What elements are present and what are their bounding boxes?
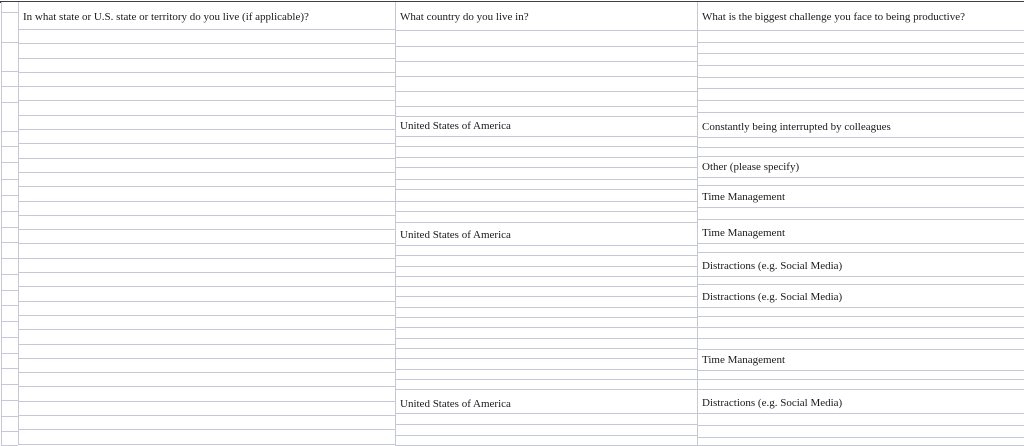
empty-cell[interactable]: [2, 385, 18, 401]
column-header-challenge-text: What is the biggest challenge you face to being productive?: [702, 11, 965, 24]
empty-cell[interactable]: [396, 297, 697, 307]
cell-challenge-r14[interactable]: [698, 220, 1024, 244]
empty-cell[interactable]: [698, 414, 1024, 426]
cell-text: United States of America: [400, 397, 511, 410]
cell-text: Other (please specify): [702, 161, 800, 174]
cell-challenge-r23[interactable]: [698, 350, 1024, 371]
empty-cell[interactable]: [19, 387, 395, 401]
empty-cell[interactable]: [2, 196, 18, 212]
empty-cell[interactable]: [2, 291, 18, 306]
empty-cell[interactable]: [2, 87, 18, 103]
cell-text: Distractions (e.g. Social Media): [702, 260, 843, 273]
empty-cell[interactable]: [19, 416, 395, 430]
empty-cell[interactable]: [19, 44, 395, 58]
empty-cell[interactable]: [698, 178, 1024, 186]
empty-cell[interactable]: [19, 273, 395, 287]
empty-cell[interactable]: [19, 430, 395, 444]
empty-cell[interactable]: [2, 432, 18, 446]
column-country: [395, 2, 697, 446]
empty-cell[interactable]: [396, 414, 697, 425]
empty-cell[interactable]: [2, 401, 18, 417]
cell-text: Time Management: [702, 227, 785, 240]
empty-cell[interactable]: [2, 369, 18, 385]
empty-cell[interactable]: [396, 308, 697, 318]
empty-cell[interactable]: [2, 417, 18, 432]
empty-cell[interactable]: [698, 277, 1024, 285]
empty-cell[interactable]: [396, 370, 697, 380]
empty-cell[interactable]: [698, 101, 1024, 113]
empty-cell[interactable]: [19, 402, 395, 416]
empty-cell[interactable]: [2, 2, 18, 13]
cell-country-r6[interactable]: [396, 117, 697, 137]
empty-cell[interactable]: [19, 359, 395, 373]
cell-challenge-r18[interactable]: [698, 285, 1024, 308]
empty-cell[interactable]: [396, 47, 697, 62]
cell-text: Constantly being interrupted by colleagues: [702, 121, 891, 134]
empty-cell[interactable]: [396, 328, 697, 338]
column-challenge: [697, 2, 1024, 446]
empty-cell[interactable]: [2, 275, 18, 291]
empty-cell[interactable]: [698, 426, 1024, 438]
empty-cell[interactable]: [2, 43, 18, 72]
empty-cell[interactable]: [2, 306, 18, 322]
empty-cell[interactable]: [2, 243, 18, 259]
empty-cell[interactable]: [2, 132, 18, 147]
cell-challenge-r26[interactable]: [698, 390, 1024, 414]
empty-cell[interactable]: [19, 373, 395, 387]
column-header-state-text: In what state or U.S. state or territory do you live (if applicable)?: [23, 10, 309, 23]
empty-cell[interactable]: [2, 180, 18, 196]
cell-challenge-r16[interactable]: [698, 253, 1024, 277]
empty-cell[interactable]: [698, 43, 1024, 55]
empty-cell[interactable]: [396, 202, 697, 212]
empty-cell[interactable]: [396, 246, 697, 256]
empty-cell[interactable]: [2, 228, 18, 243]
empty-cell[interactable]: [19, 101, 395, 115]
empty-cell[interactable]: [396, 158, 697, 168]
empty-cell[interactable]: [396, 180, 697, 190]
empty-cell[interactable]: [396, 147, 697, 158]
empty-cell[interactable]: [698, 78, 1024, 90]
column-header-challenge[interactable]: [698, 2, 1024, 31]
empty-cell[interactable]: [396, 92, 697, 107]
cell-text: Time Management: [702, 191, 785, 204]
column-header-country[interactable]: [396, 2, 697, 31]
empty-cell[interactable]: [19, 259, 395, 273]
empty-cell[interactable]: [19, 59, 395, 73]
empty-cell[interactable]: [2, 103, 18, 132]
empty-cell[interactable]: [19, 316, 395, 330]
column-header-country-text: What country do you live in?: [400, 11, 529, 24]
empty-cell[interactable]: [19, 202, 395, 216]
empty-cell[interactable]: [396, 277, 697, 287]
empty-cell[interactable]: [396, 168, 697, 180]
empty-cell[interactable]: [396, 212, 697, 223]
cell-challenge-r10[interactable]: [698, 157, 1024, 178]
empty-cell[interactable]: [698, 89, 1024, 101]
empty-cell[interactable]: [19, 230, 395, 244]
column-header-state[interactable]: [19, 2, 395, 30]
empty-cell[interactable]: [698, 328, 1024, 339]
empty-cell[interactable]: [2, 259, 18, 275]
empty-cell[interactable]: [2, 163, 18, 180]
row-gutter-column: [1, 2, 18, 446]
empty-cell[interactable]: [396, 267, 697, 277]
empty-cell[interactable]: [698, 308, 1024, 317]
empty-cell[interactable]: [19, 87, 395, 101]
cell-country-r15[interactable]: [396, 223, 697, 246]
cell-text: Distractions (e.g. Social Media): [702, 291, 843, 304]
empty-cell[interactable]: [19, 144, 395, 158]
empty-cell[interactable]: [698, 380, 1024, 390]
empty-cell[interactable]: [2, 354, 18, 369]
empty-cell[interactable]: [698, 66, 1024, 78]
empty-cell[interactable]: [396, 107, 697, 117]
empty-cell[interactable]: [396, 256, 697, 266]
cell-text: United States of America: [400, 229, 511, 242]
empty-cell[interactable]: [19, 116, 395, 130]
column-state: [18, 2, 395, 445]
empty-cell[interactable]: [698, 138, 1024, 148]
empty-cell[interactable]: [698, 244, 1024, 253]
empty-cell[interactable]: [2, 72, 18, 87]
empty-cell[interactable]: [19, 173, 395, 187]
empty-cell[interactable]: [396, 349, 697, 359]
empty-cell[interactable]: [396, 137, 697, 147]
empty-cell[interactable]: [396, 359, 697, 369]
empty-cell[interactable]: [396, 31, 697, 47]
empty-cell[interactable]: [698, 371, 1024, 380]
empty-cell[interactable]: [19, 330, 395, 344]
cell-challenge-r12[interactable]: [698, 186, 1024, 208]
empty-cell[interactable]: [698, 208, 1024, 220]
empty-cell[interactable]: [396, 190, 697, 202]
empty-cell[interactable]: [19, 216, 395, 230]
empty-cell[interactable]: [396, 380, 697, 390]
cell-challenge-r7[interactable]: [698, 113, 1024, 138]
empty-cell[interactable]: [19, 187, 395, 201]
empty-cell[interactable]: [698, 31, 1024, 43]
cell-text: United States of America: [400, 120, 511, 133]
empty-cell[interactable]: [19, 244, 395, 258]
empty-cell[interactable]: [19, 159, 395, 173]
empty-cell[interactable]: [2, 322, 18, 338]
empty-cell[interactable]: [19, 30, 395, 44]
empty-cell[interactable]: [698, 339, 1024, 350]
empty-cell[interactable]: [19, 302, 395, 316]
empty-cell[interactable]: [19, 130, 395, 144]
empty-cell[interactable]: [698, 317, 1024, 328]
empty-cell[interactable]: [396, 77, 697, 92]
empty-cell[interactable]: [396, 436, 697, 446]
cell-country-r30[interactable]: [396, 390, 697, 414]
cell-text: Time Management: [702, 354, 785, 367]
empty-cell[interactable]: [698, 148, 1024, 157]
empty-cell[interactable]: [19, 345, 395, 359]
empty-cell[interactable]: [396, 287, 697, 297]
empty-cell[interactable]: [698, 438, 1024, 446]
empty-cell[interactable]: [2, 338, 18, 354]
empty-cell[interactable]: [2, 13, 18, 43]
empty-cell[interactable]: [19, 73, 395, 87]
empty-cell[interactable]: [19, 287, 395, 301]
empty-cell[interactable]: [396, 318, 697, 328]
empty-cell[interactable]: [698, 54, 1024, 66]
empty-cell[interactable]: [396, 62, 697, 77]
empty-cell[interactable]: [2, 147, 18, 163]
cell-text: Distractions (e.g. Social Media): [702, 397, 843, 410]
empty-cell[interactable]: [396, 339, 697, 349]
empty-cell[interactable]: [396, 425, 697, 436]
empty-cell[interactable]: [2, 212, 18, 228]
